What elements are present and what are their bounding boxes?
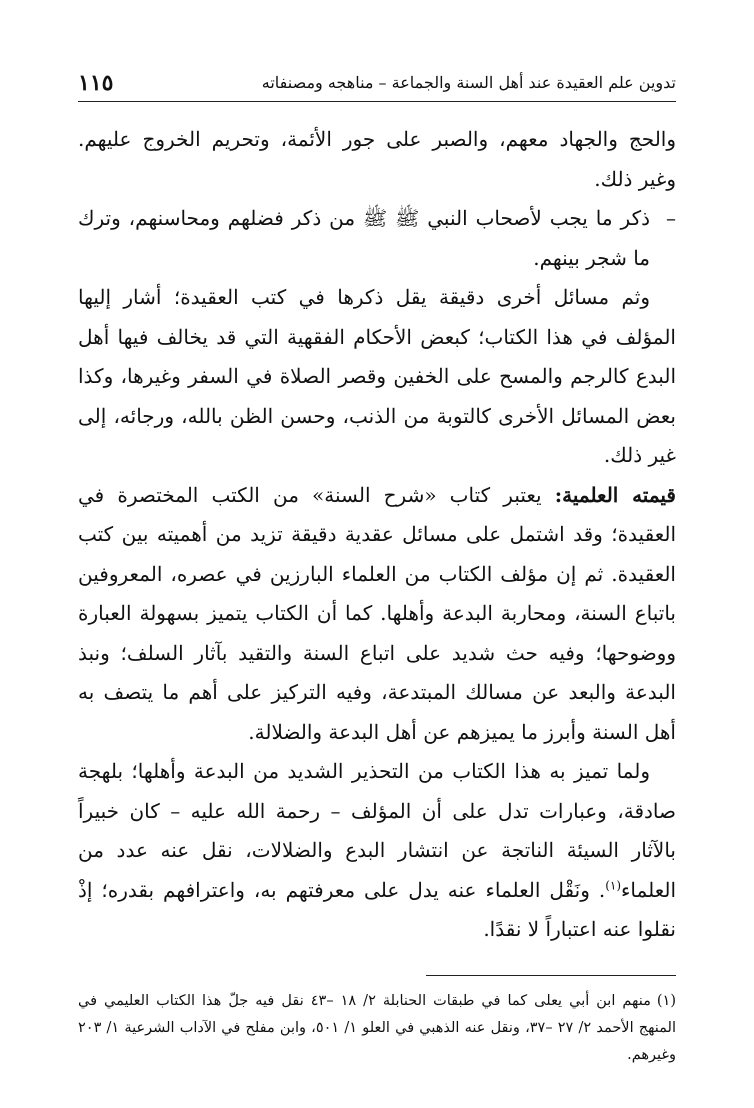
footnote-text: منهم ابن أبي يعلى كما في طبقات الحنابلة ٢/ ١٨ –٤٣ نقل فيه جلّ هذا الكتاب العليمي في المنهج الأحمد ٢/ ٢٧ –٣٧، ونقل عنه الذهبي في العلو ١/ ٥٠١، وابن مفلح في الآداب الشرعية ١/ ٢٠٣ وغيرهم. xyxy=(78,993,677,1063)
page-number: ١١٥ xyxy=(78,70,114,96)
list-item-text: ذكر ما يجب لأصحاب النبي ﷺ ﷺ من ذكر فضلهم ومحاسنهم، وترك ما شجر بينهم. xyxy=(78,206,650,270)
footnotes xyxy=(78,988,676,1069)
warning-text-before: ولما تميز به هذا الكتاب من التحذير الشديد من البدعة وأهلها؛ بلهجة صادقة، وعبارات تدل على أن المؤلف – رحمة الله عليه – كان خبيراً بالآثار السيئة الناتجة عن انتشار البدع والضلالات، نقل عنه عدد من العلماء xyxy=(78,759,676,902)
paragraph-warning xyxy=(78,752,676,950)
list-item xyxy=(78,199,676,278)
scholarly-value-text: يعتبر كتاب «شرح السنة» من الكتب المختصرة في العقيدة؛ وقد اشتمل على مسائل عقدية دقيقة تزيد من أهميته بين كتب العقيدة. ثم إن مؤلف الكتاب من العلماء البارزين في عصره، المعروفين باتباع السنة، ومحاربة البدعة وأهلها. كما أن الكتاب يتميز بسهولة العبارة ووضوحها؛ وفيه حث شديد على اتباع السنة والتقيد بآثار السلف؛ ونبذ البدعة والبعد عن مسالك المبتدعة، وفيه التركيز على أهم ما يتصف به أهل السنة وأبرز ما يميزهم عن أهل البدعة والضلالة. xyxy=(78,482,676,744)
warning-text-after: . ونَقْل العلماء عنه يدل على معرفتهم به، واعترافهم بقدره؛ إذْ نقلوا عنه اعتباراً لا نقدًا. xyxy=(78,877,676,941)
section-term: قيمته العلمية: xyxy=(554,482,676,507)
footnote-reference[interactable]: (١) xyxy=(605,877,622,892)
running-title: تدوين علم العقيدة عند أهل السنة والجماعة – مناهجه ومصنفاته xyxy=(261,73,676,92)
header-rule xyxy=(78,101,676,102)
footnote-marker: (١) xyxy=(656,993,676,1009)
paragraph-scholarly-value xyxy=(78,476,676,753)
paragraph-other-issues: وثم مسائل أخرى دقيقة يقل ذكرها في كتب العقيدة؛ أشار إليها المؤلف في هذا الكتاب؛ كبعض الأحكام الفقهية التي قد يخالف فيها أهل البدع كالرجم والمسح على الخفين وقصر الصلاة في السفر وغيرها، وكذا بعض المسائل الأخرى كالتوبة من الذنب، وحسن الظن بالله، ورجائه، إلى غير ذلك. xyxy=(78,285,676,467)
list-dash: – xyxy=(666,206,676,230)
main-text xyxy=(78,120,676,950)
paragraph-continuation: والحج والجهاد معهم، والصبر على جور الأئمة، وتحريم الخروج عليهم. وغير ذلك. xyxy=(78,127,676,191)
footnote-rule xyxy=(426,975,676,976)
footnote-1 xyxy=(78,988,676,1069)
running-header xyxy=(78,58,676,98)
